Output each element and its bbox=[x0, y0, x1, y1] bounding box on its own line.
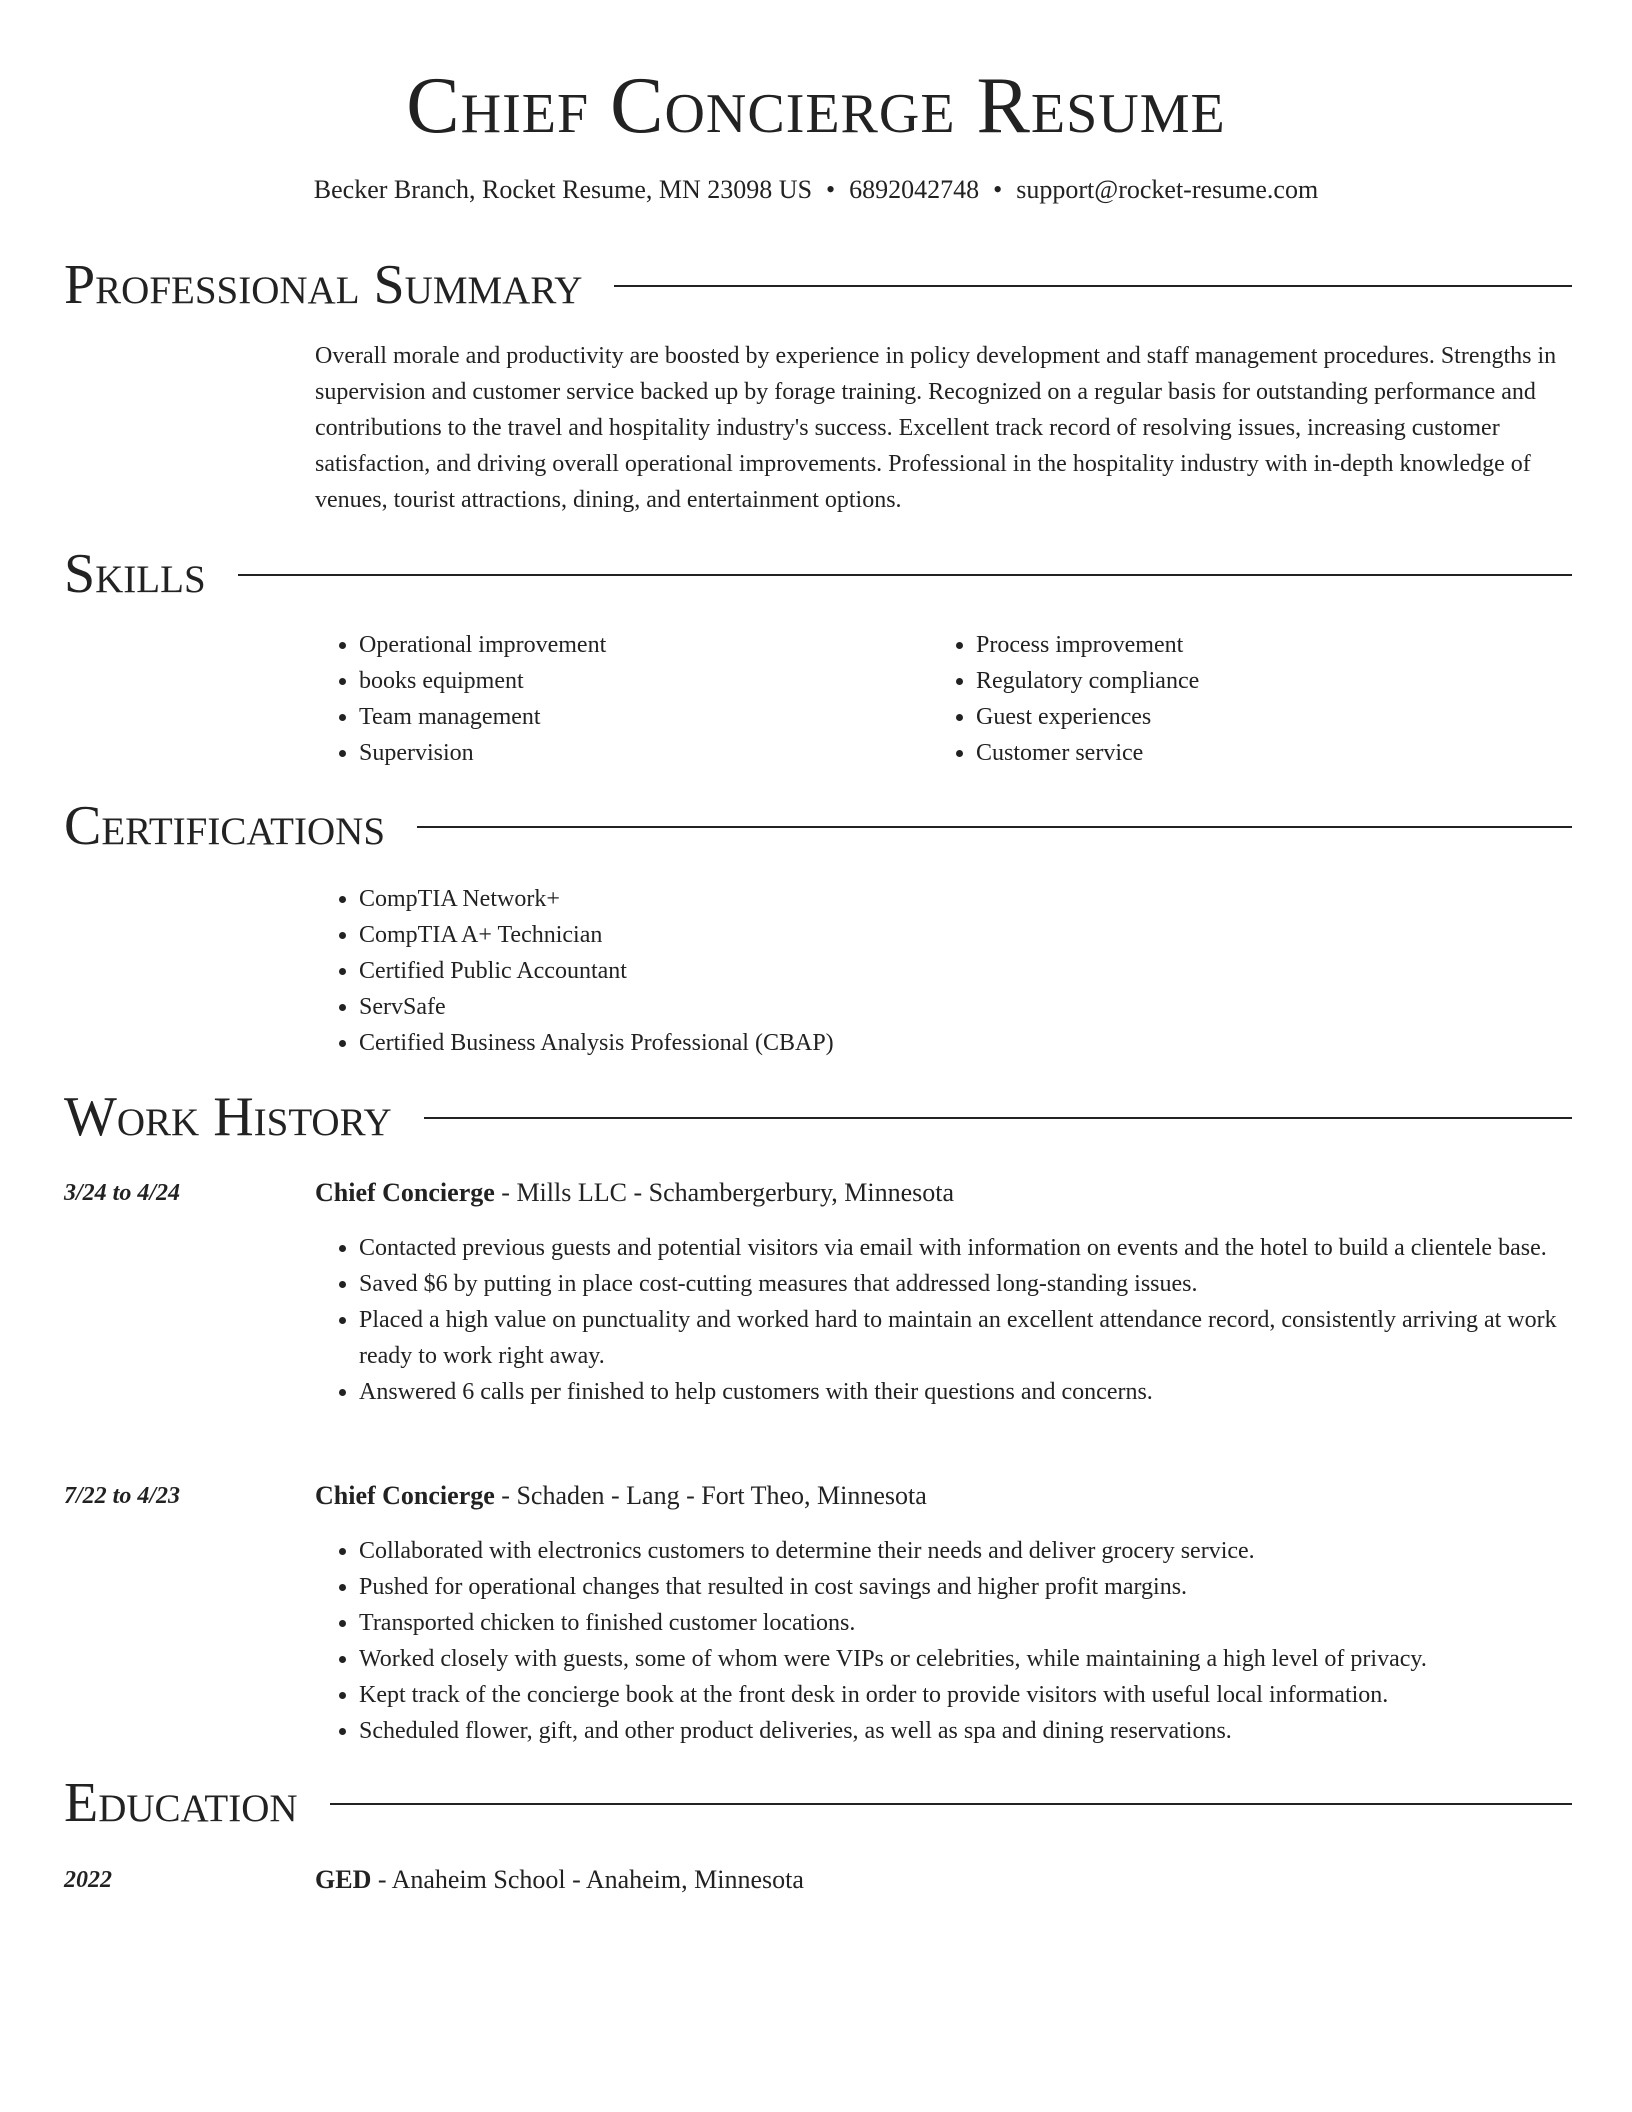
section-title: Work History bbox=[64, 1086, 392, 1148]
job-bullet: • Saved $6 by putting in place cost-cutting measures that addressed long-standing issues. bbox=[359, 1266, 1575, 1302]
certification-item: • ServSafe bbox=[359, 989, 1515, 1025]
work-history-section-header bbox=[64, 1087, 1572, 1147]
section-title: Professional Summary bbox=[64, 254, 583, 316]
job-employer: - Schaden - Lang - Fort Theo, Minnesota bbox=[494, 1481, 927, 1510]
job-bullet: • Scheduled flower, gift, and other product deliveries, as well as spa and dining reservations. bbox=[359, 1713, 1575, 1749]
certifications-list bbox=[315, 881, 1515, 1061]
summary-section-header bbox=[64, 255, 1572, 315]
section-divider bbox=[424, 1117, 1572, 1119]
education-year: 2022 bbox=[64, 1867, 112, 1893]
job-heading bbox=[315, 1478, 1575, 1514]
education-degree: GED bbox=[315, 1865, 372, 1894]
summary-text: Overall morale and productivity are boosted by experience in policy development and staff management procedures. Strengths in supervision and customer service backed up by forage training. Recognized on a regular basis for outstanding performance and contributions to the travel and hospitality industry's success. Excellent track record of resolving issues, increasing customer satisfaction, and driving overall operational improvements. Professional in the hospitality industry with in-depth knowledge of venues, tourist attractions, dining, and entertainment options. bbox=[315, 343, 1557, 513]
certification-item: • Certified Business Analysis Professional (CBAP) bbox=[359, 1025, 1515, 1061]
skill-item: • Customer service bbox=[976, 735, 1532, 771]
contact-phone: 6892042748 bbox=[849, 175, 980, 204]
skill-item: • books equipment bbox=[359, 663, 875, 699]
section-divider bbox=[330, 1803, 1572, 1805]
contact-email: support@rocket-resume.com bbox=[1016, 175, 1319, 204]
certification-item: • Certified Public Accountant bbox=[359, 953, 1515, 989]
skill-item: • Team management bbox=[359, 699, 875, 735]
certification-item: • CompTIA Network+ bbox=[359, 881, 1515, 917]
job-dates: 3/24 to 4/24 bbox=[64, 1180, 181, 1206]
job-bullet: • Pushed for operational changes that resulted in cost savings and higher profit margins. bbox=[359, 1569, 1575, 1605]
contact-separator: • bbox=[993, 175, 1003, 204]
job-bullets bbox=[315, 1230, 1575, 1410]
job-bullet: • Worked closely with guests, some of whom were VIPs or celebrities, while maintaining a high level of privacy. bbox=[359, 1641, 1575, 1677]
job-bullet: • Answered 6 calls per finished to help customers with their questions and concerns. bbox=[359, 1374, 1575, 1410]
education-school: - Anaheim School - Anaheim, Minnesota bbox=[371, 1865, 804, 1894]
section-divider bbox=[417, 826, 1572, 828]
skill-item: • Regulatory compliance bbox=[976, 663, 1532, 699]
contact-separator: • bbox=[826, 175, 836, 204]
education-section-header bbox=[64, 1773, 1572, 1833]
job-bullet: • Placed a high value on punctuality and worked hard to maintain an excellent attendance record, consistently arriving at work ready to work right away. bbox=[359, 1302, 1575, 1374]
section-divider bbox=[614, 285, 1572, 287]
skills-column-left bbox=[315, 627, 875, 771]
job-employer: - Mills LLC - Schambergerbury, Minnesota bbox=[494, 1178, 955, 1207]
section-title: Certifications bbox=[64, 795, 386, 857]
section-title: Education bbox=[64, 1772, 298, 1834]
education-entry bbox=[315, 1862, 1575, 1898]
job-title: Chief Concierge bbox=[315, 1481, 495, 1510]
job-bullet: • Kept track of the concierge book at the front desk in order to provide visitors with useful local information. bbox=[359, 1677, 1575, 1713]
resume-title: Chief Concierge Resume bbox=[406, 62, 1226, 150]
skills-column-right bbox=[932, 627, 1532, 771]
certifications-section-header bbox=[64, 796, 1572, 856]
job-dates: 7/22 to 4/23 bbox=[64, 1483, 181, 1509]
skill-item: • Process improvement bbox=[976, 627, 1532, 663]
skill-item: • Supervision bbox=[359, 735, 875, 771]
job-bullet: • Contacted previous guests and potential visitors via email with information on events and the hotel to build a clientele base. bbox=[359, 1230, 1575, 1266]
job-bullet: • Collaborated with electronics customers to determine their needs and deliver grocery service. bbox=[359, 1533, 1575, 1569]
job-heading bbox=[315, 1175, 1575, 1211]
certification-item: • CompTIA A+ Technician bbox=[359, 917, 1515, 953]
section-title: Skills bbox=[64, 543, 206, 605]
contact-line bbox=[0, 172, 1632, 208]
contact-address: Becker Branch, Rocket Resume, MN 23098 US bbox=[313, 175, 813, 204]
job-title: Chief Concierge bbox=[315, 1178, 495, 1207]
job-bullets bbox=[315, 1533, 1575, 1749]
job-bullet: • Transported chicken to finished customer locations. bbox=[359, 1605, 1575, 1641]
skill-item: • Guest experiences bbox=[976, 699, 1532, 735]
skills-section-header bbox=[64, 544, 1572, 604]
section-divider bbox=[238, 574, 1572, 576]
skill-item: • Operational improvement bbox=[359, 627, 875, 663]
